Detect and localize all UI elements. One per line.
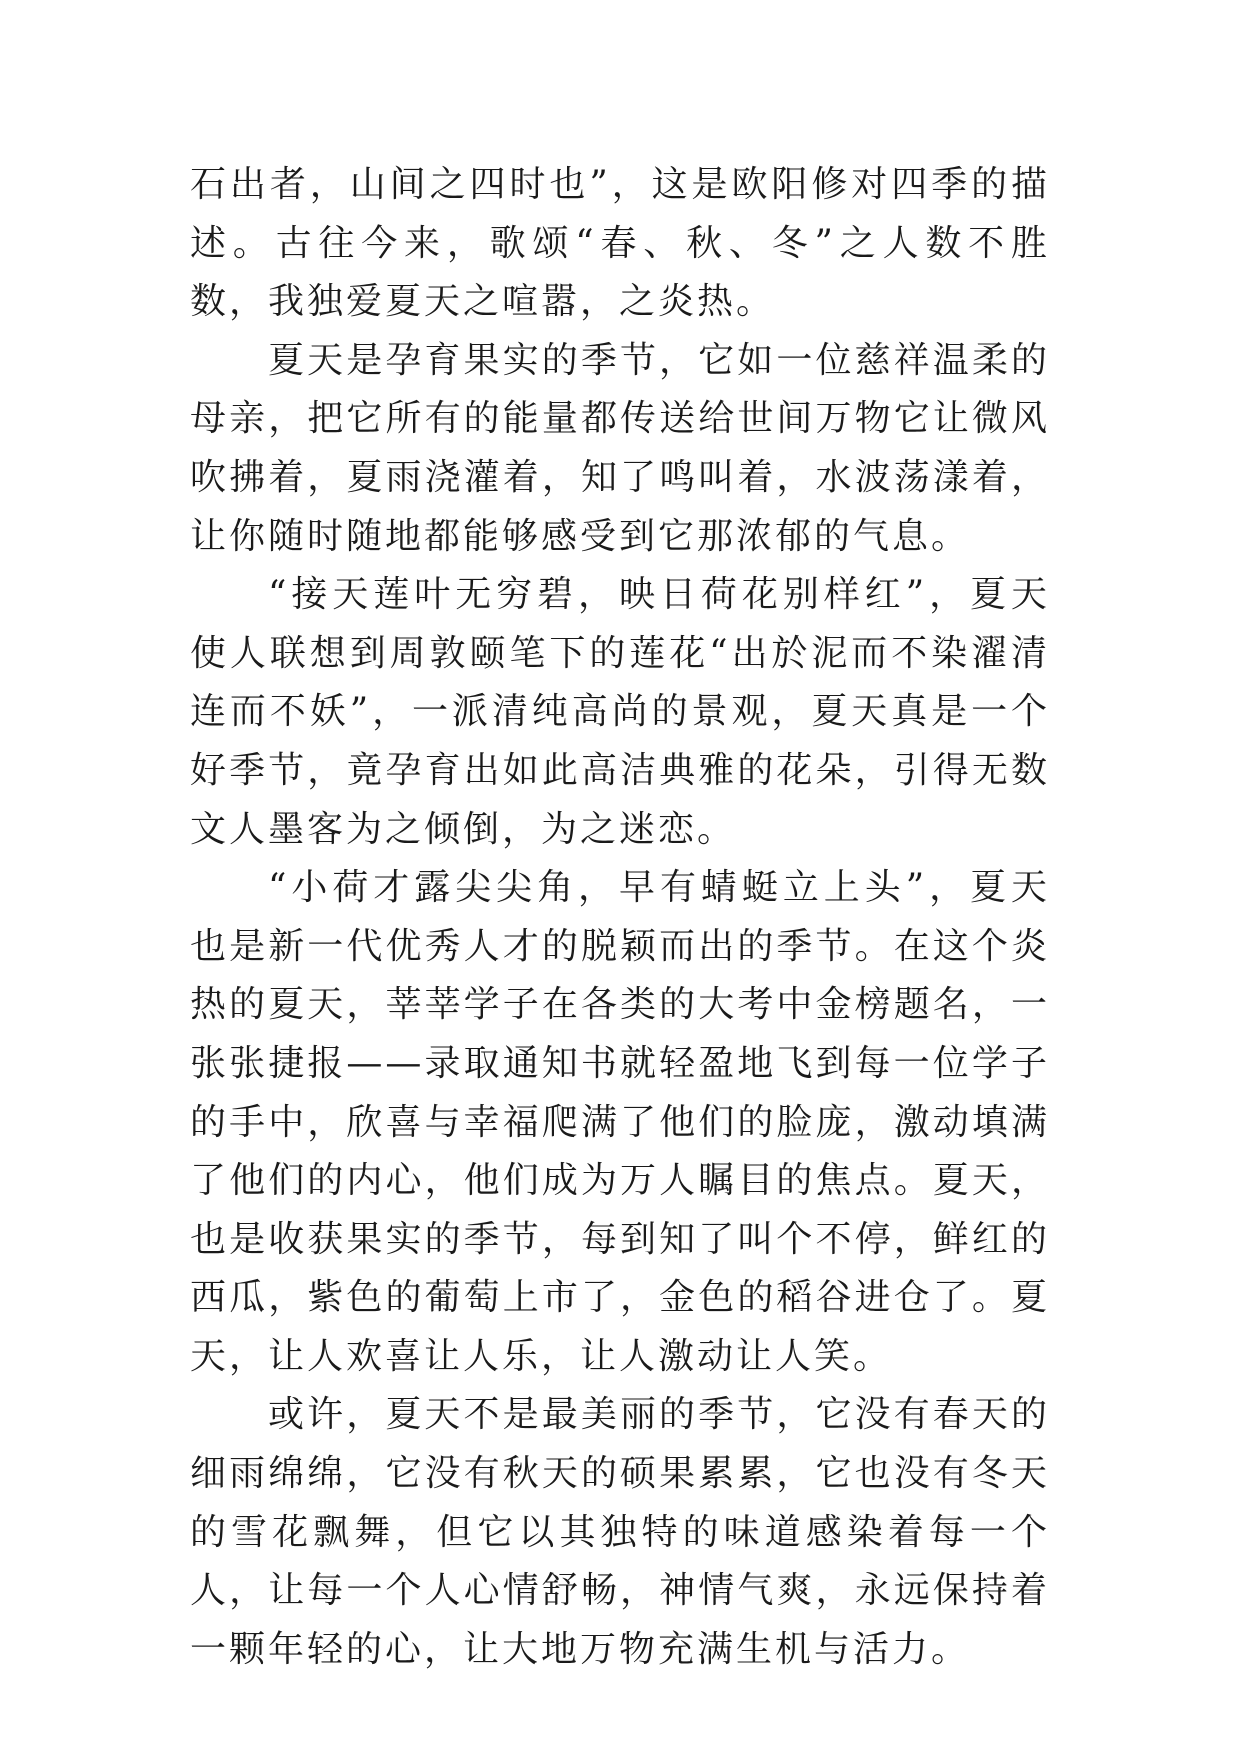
- paragraph-lotus: “接天莲叶无穷碧，映日荷花别样红”，夏天使人联想到周敦颐笔下的莲花“出於泥而不染濯清连而不妖”，一派清纯高尚的景观，夏天真是一个好季节，竟孕育出如此高洁典雅的花朵，引得无数文人墨客为之倾倒，为之迷恋。: [190, 574, 1050, 850]
- paragraph-summer-mother: 夏天是孕育果实的季节，它如一位慈祥温柔的母亲，把它所有的能量都传送给世间万物它让微风吹拂着，夏雨浇灌着，知了鸣叫着，水波荡漾着，让你随时随地都能够感受到它那浓郁的气息。: [190, 339, 1050, 557]
- paragraph-students-harvest: “小荷才露尖尖角，早有蜻蜓立上头”，夏天也是新一代优秀人才的脱颖而出的季节。在这个炎热的夏天，莘莘学子在各类的大考中金榜题名，一张张捷报——录取通知书就轻盈地飞到每一位学子的手中，欣喜与幸福爬满了他们的脸庞，激动填满了他们的内心，他们成为万人瞩目的焦点。夏天，也是收获果实的季节，每到知了叫个不停，鲜红的西瓜，紫色的葡萄上市了，金色的稻谷进仓了。夏天，让人欢喜让人乐，让人激动让人笑。: [190, 867, 1050, 1377]
- paragraph-continuation: 石出者，山间之四时也”，这是欧阳修对四季的描述。古往今来，歌颂“春、秋、冬”之人数不胜数，我独爱夏天之喧嚣，之炎热。: [190, 164, 1050, 323]
- paragraph-conclusion: 或许，夏天不是最美丽的季节，它没有春天的细雨绵绵，它没有秋天的硕果累累，它也没有冬天的雪花飘舞，但它以其独特的味道感染着每一个人，让每一个人心情舒畅，神情气爽，永远保持着一颗年轻的心，让大地万物充满生机与活力。: [190, 1394, 1050, 1670]
- essay-body: [190, 156, 1050, 1679]
